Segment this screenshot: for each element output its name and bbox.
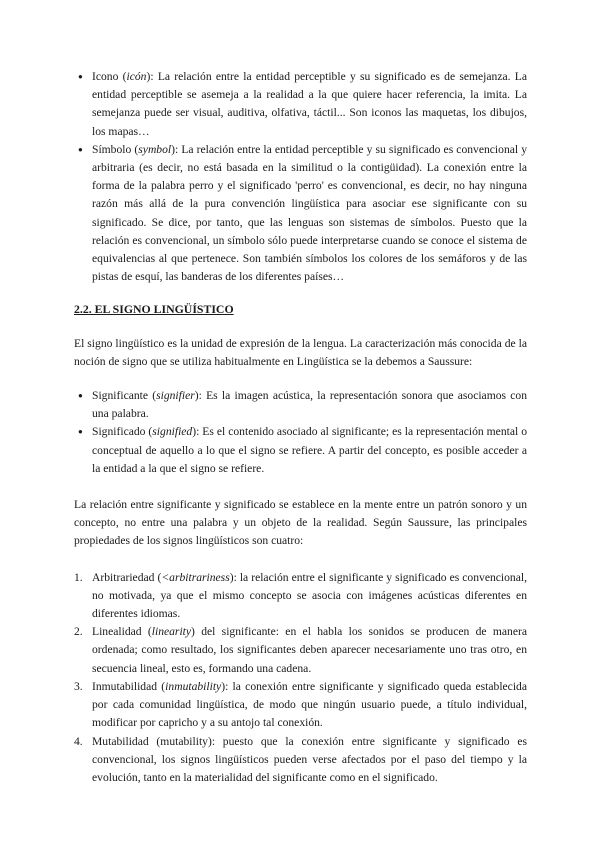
- item-number: 3.: [74, 679, 83, 693]
- properties-list: [74, 569, 527, 787]
- list-item-significante: ● Significante (signifier): Es la imagen acústica, la representación sonora que asociamos con una palabra.: [78, 389, 527, 421]
- intro-paragraph: El signo lingüístico es la unidad de expresión de la lengua. La caracterización más conocida de la noción de signo que se utiliza habitualmente en Lingüística se la debemos a Saussure:: [74, 336, 527, 368]
- bullet-icon: ●: [78, 427, 83, 437]
- list-item-simbolo: ● Símbolo (symbol): La relación entre la entidad perceptible y su significado es convencional y arbitraria (es decir, no está basada en la similitud o la contigüidad). La conexión entre la forma de la palabra perro y el significado 'perro' es convencional, es decir, no hay ninguna razón más allá de la pura convención lingüística para asociar ese significante con su significado. Se dice, por tanto, que las lenguas son sistemas de símbolos. Puesto que la relación es convencional, un símbolo sólo puede interpretarse cuando se conoce el sistema de equivalencias al que pertenece. Son también símbolos los colores de los semáforos y de las pistas de esquí, las banderas de los diferentes países…: [78, 142, 528, 284]
- property-text: ): la conexión entre significante y significado queda establecida por cada comunidad lingüística, de modo que ningún usuario puede, a título individual, modificar por capricho y a su antojo tal conexión.: [92, 679, 527, 730]
- definition: : Es el contenido asociado al significante; es la representación mental o conceptual de aquello a lo que el signo se refiere. A partir del concepto, es posible acceder a la entidad a la que el signo se refiere.: [92, 425, 527, 475]
- list-item-linealidad: [74, 623, 527, 678]
- definition: : Es la imagen acústica, la representación sonora que asociamos con una palabra.: [92, 389, 527, 421]
- property-text: ) del significante: en el habla los sonidos se producen de manera ordenada; como resultado, los significantes deben aparecer necesariamente uno tras otro, en secuencia lineal, esto es, formando una cadena.: [92, 625, 527, 675]
- list-item-icono: ● Icono (icón): La relación entre la entidad perceptible y su significado es de semejanza. La entidad perceptible se asemeja a la realidad a la que quiere hacer referencia, la imita. La semejanza puede ser visual, auditiva, olfativa, táctil... Son iconos las maquetas, los dibujos, los mapas…: [78, 70, 528, 138]
- term-english: icón: [126, 70, 147, 83]
- term: Significado: [92, 425, 146, 439]
- term: Símbolo: [92, 142, 132, 156]
- relation-paragraph: La relación entre significante y significado se establece en la mente entre un patrón sonoro y un concepto, no entre una palabra y un objeto de la realidad. Según Saussure, las principales propiedades de los signos lingüísticos son cuatro:: [74, 498, 527, 548]
- symbol-types-list: [74, 68, 527, 286]
- item-number: 4.: [74, 734, 83, 748]
- term: Significante: [92, 389, 149, 403]
- definition: : La relación entre la entidad perceptible y su significado es de semejanza. La entidad perceptible se asemeja a la realidad a la que quiere hacer referencia, la imita. La semejanza puede ser visual, auditiva, olfativa, táctil... Son iconos las maquetas, los dibujos, los mapas…: [92, 70, 528, 138]
- term-english: signifier: [156, 389, 195, 403]
- sign-parts-list: [74, 387, 527, 478]
- item-number: 1.: [74, 570, 83, 584]
- bullet-icon: ●: [78, 391, 83, 401]
- bullet-icon: ●: [78, 144, 83, 154]
- term-english: inmutability: [165, 679, 222, 693]
- term: Icono: [92, 70, 119, 83]
- property-text: ): la relación entre el significante y significado es convencional, no motivada, ya que el mismo concepto se asocia con imágenes acústicas diferentes en diferentes idiomas.: [92, 570, 527, 621]
- list-item-inmutabilidad: [74, 678, 527, 733]
- property-text: Arbitrariedad (: [92, 570, 162, 584]
- item-number: 2.: [74, 625, 83, 639]
- term-english: signified: [152, 425, 193, 439]
- list-item-significado: ● Significado (signified): Es el contenido asociado al significante; es la representación mental o conceptual de aquello a lo que el signo se refiere. A partir del concepto, es posible acceder a la entidad a la que el signo se refiere.: [78, 425, 527, 475]
- property-text: Mutabilidad (mutability): puesto que la conexión entre significante y significado es convencional, los signos lingüísticos pueden verse afectados por el paso del tiempo y la evolución, tanto en la materialidad del significante como en el significado.: [92, 734, 527, 784]
- term-english: <arbitrariness: [161, 570, 230, 584]
- list-item-mutabilidad: [74, 733, 527, 788]
- term-english: linearity: [151, 625, 192, 639]
- section-heading: 2.2. EL SIGNO LINGÜÍSTICO: [74, 302, 234, 317]
- property-text: Inmutabilidad (: [92, 679, 166, 693]
- term-english: symbol: [138, 142, 172, 156]
- list-item-arbitrariedad: [74, 569, 527, 624]
- bullet-icon: ●: [78, 72, 83, 81]
- property-text: Linealidad (: [92, 625, 152, 639]
- definition: : La relación entre la entidad perceptible y su significado es convencional y arbitraria (es decir, no está basada en la similitud o la contigüidad). La conexión entre la forma de la palabra perro y el significado 'perro' es convencional, es decir, no hay ninguna razón más allá de la pura convención lingüística para asociar ese significante con su significado. Se dice, por tanto, que las lenguas son sistemas de símbolos. Puesto que la relación es convencional, un símbolo sólo puede interpretarse cuando se conoce el sistema de equivalencias al que pertenece. Son también símbolos los colores de los semáforos y de las pistas de esquí, las banderas de los diferentes países…: [92, 142, 528, 284]
